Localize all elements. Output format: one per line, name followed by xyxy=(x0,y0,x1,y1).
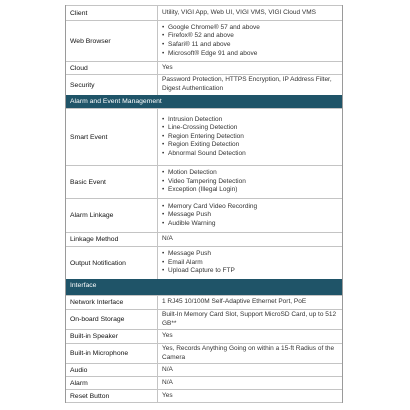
item-text: Video Tampering Detection xyxy=(168,177,246,185)
spec-value xyxy=(158,364,342,376)
spec-label: Alarm Linkage xyxy=(66,199,158,232)
spec-row-audio xyxy=(66,363,342,376)
value-text xyxy=(162,64,338,73)
item-text: Password Protection, HTTPS Encryption, IP Address Filter, Digest Authentication xyxy=(162,76,332,92)
spec-row-on-board-storage xyxy=(66,309,342,329)
value-text xyxy=(162,345,338,362)
spec-label: Output Notification xyxy=(66,247,158,279)
bullet-icon: • xyxy=(162,149,165,157)
item-text: Firefox® 52 and above xyxy=(168,32,234,40)
item-text: Exception (Illegal Login) xyxy=(168,186,238,194)
spec-value xyxy=(158,233,342,246)
value-text xyxy=(162,298,338,307)
bullet-item xyxy=(162,250,338,259)
spec-value xyxy=(158,166,342,198)
spec-label: Client xyxy=(66,6,158,20)
spec-row-alarm-linkage xyxy=(66,198,342,232)
spec-value xyxy=(158,109,342,165)
value-text xyxy=(162,76,338,93)
item-text: Region Entering Detection xyxy=(168,132,244,140)
item-text: Yes, Records Anything Going on within a 15-ft Radius of the Camera xyxy=(162,344,335,361)
item-text: N/A xyxy=(162,235,173,243)
value-text xyxy=(162,332,338,341)
bullet-item xyxy=(162,267,338,276)
item-text: Safari® 11 and above xyxy=(168,41,231,48)
spec-value xyxy=(158,6,342,20)
bullet-item xyxy=(162,169,338,178)
item-text: Memory Card Video Recording xyxy=(168,202,258,210)
bullet-icon: • xyxy=(162,41,165,48)
spec-label: Security xyxy=(66,75,158,95)
spec-row-reset-button xyxy=(66,389,342,403)
spec-row-cloud xyxy=(66,61,342,74)
spec-row-output-notification xyxy=(66,246,342,279)
spec-value xyxy=(158,377,342,389)
bullet-icon: • xyxy=(162,258,165,266)
item-text: Message Push xyxy=(168,250,211,258)
bullet-item xyxy=(162,178,338,187)
section-title: Alarm and Event Management xyxy=(70,98,162,105)
spec-row-built-in-speaker xyxy=(66,329,342,343)
bullet-item xyxy=(162,133,338,142)
spec-row-security xyxy=(66,74,342,95)
bullet-item xyxy=(162,116,338,125)
spec-label: Linkage Method xyxy=(66,233,158,246)
spec-row-alarm xyxy=(66,376,342,389)
bullet-item xyxy=(162,203,338,212)
spec-label: On-board Storage xyxy=(66,310,158,329)
value-text xyxy=(162,366,338,375)
bullet-icon: • xyxy=(162,23,165,31)
spec-value xyxy=(158,199,342,232)
item-text: Google Chrome® 57 and above xyxy=(168,23,260,31)
item-text: Audible Warning xyxy=(168,219,216,227)
spec-row-built-in-microphone xyxy=(66,343,342,363)
spec-value xyxy=(158,21,342,61)
spec-label: Reset Button xyxy=(66,390,158,402)
item-text: Upload Capture to FTP xyxy=(168,267,235,275)
spec-table xyxy=(65,5,343,403)
value-text xyxy=(162,392,338,401)
bullet-icon: • xyxy=(162,124,165,132)
item-text: Utility, VIGI App, Web UI, VIGI VMS, VIGI Cloud VMS xyxy=(162,8,317,16)
item-text: Email Alarm xyxy=(168,258,203,266)
bullet-icon: • xyxy=(162,186,165,194)
section-title: Interface xyxy=(70,282,97,289)
item-text: Microsoft® Edge 91 and above xyxy=(168,49,258,57)
bullet-icon: • xyxy=(162,169,165,177)
spec-row-linkage-method xyxy=(66,232,342,246)
item-text: Abnormal Sound Detection xyxy=(168,149,246,157)
value-text xyxy=(162,311,338,328)
bullet-item xyxy=(162,211,338,220)
spec-label: Cloud xyxy=(66,62,158,74)
item-text: Line-Crossing Detection xyxy=(168,124,238,132)
spec-label: Built-in Microphone xyxy=(66,344,158,363)
bullet-icon: • xyxy=(162,49,165,57)
bullet-icon: • xyxy=(162,219,165,227)
bullet-item xyxy=(162,32,338,41)
bullet-item xyxy=(162,50,338,59)
bullet-icon: • xyxy=(162,177,165,185)
bullet-item xyxy=(162,124,338,133)
bullet-icon: • xyxy=(162,267,165,275)
item-text: Built-In Memory Card Slot, Support MicroSD Card, up to 512 GB** xyxy=(162,310,337,327)
bullet-item xyxy=(162,150,338,159)
value-text xyxy=(162,9,338,18)
spec-value xyxy=(158,62,342,74)
spec-row-client xyxy=(66,5,342,20)
spec-value xyxy=(158,390,342,402)
bullet-item xyxy=(162,186,338,195)
spec-value xyxy=(158,330,342,343)
bullet-item xyxy=(162,220,338,229)
value-text xyxy=(162,379,338,388)
item-text: Intrusion Detection xyxy=(168,115,223,123)
spec-label: Built-in Speaker xyxy=(66,330,158,343)
item-text: Yes xyxy=(162,332,173,340)
spec-value xyxy=(158,344,342,363)
bullet-item xyxy=(162,141,338,150)
bullet-icon: • xyxy=(162,115,165,123)
spec-value xyxy=(158,247,342,279)
bullet-icon: • xyxy=(162,32,165,40)
item-text: Yes xyxy=(162,63,173,71)
bullet-icon: • xyxy=(162,211,165,219)
bullet-item xyxy=(162,259,338,268)
spec-label: Audio xyxy=(66,364,158,376)
spec-value xyxy=(158,75,342,95)
item-text: N/A xyxy=(162,378,173,386)
spec-label: Basic Event xyxy=(66,166,158,198)
spec-label: Network Interface xyxy=(66,296,158,309)
spec-row-basic-event xyxy=(66,165,342,198)
spec-row-smart-event xyxy=(66,108,342,165)
section-header-alarm-and-event-management xyxy=(66,95,342,108)
spec-label: Alarm xyxy=(66,377,158,389)
spec-label: Smart Event xyxy=(66,109,158,165)
bullet-item xyxy=(162,41,338,50)
section-header-interface xyxy=(66,279,342,295)
bullet-icon: • xyxy=(162,250,165,258)
bullet-icon: • xyxy=(162,141,165,149)
spec-row-network-interface xyxy=(66,295,342,309)
item-text: N/A xyxy=(162,365,173,373)
spec-label: Web Browser xyxy=(66,21,158,61)
spec-row-web-browser xyxy=(66,20,342,61)
spec-value xyxy=(158,296,342,309)
bullet-icon: • xyxy=(162,132,165,140)
bullet-icon: • xyxy=(162,202,165,210)
item-text: Region Exiting Detection xyxy=(168,141,240,149)
spec-value xyxy=(158,310,342,329)
value-text xyxy=(162,235,338,244)
item-text: Yes xyxy=(162,391,173,399)
item-text: 1 RJ45 10/100M Self-Adaptive Ethernet Port, PoE xyxy=(162,298,307,306)
item-text: Motion Detection xyxy=(168,169,217,177)
item-text: Message Push xyxy=(168,211,211,219)
